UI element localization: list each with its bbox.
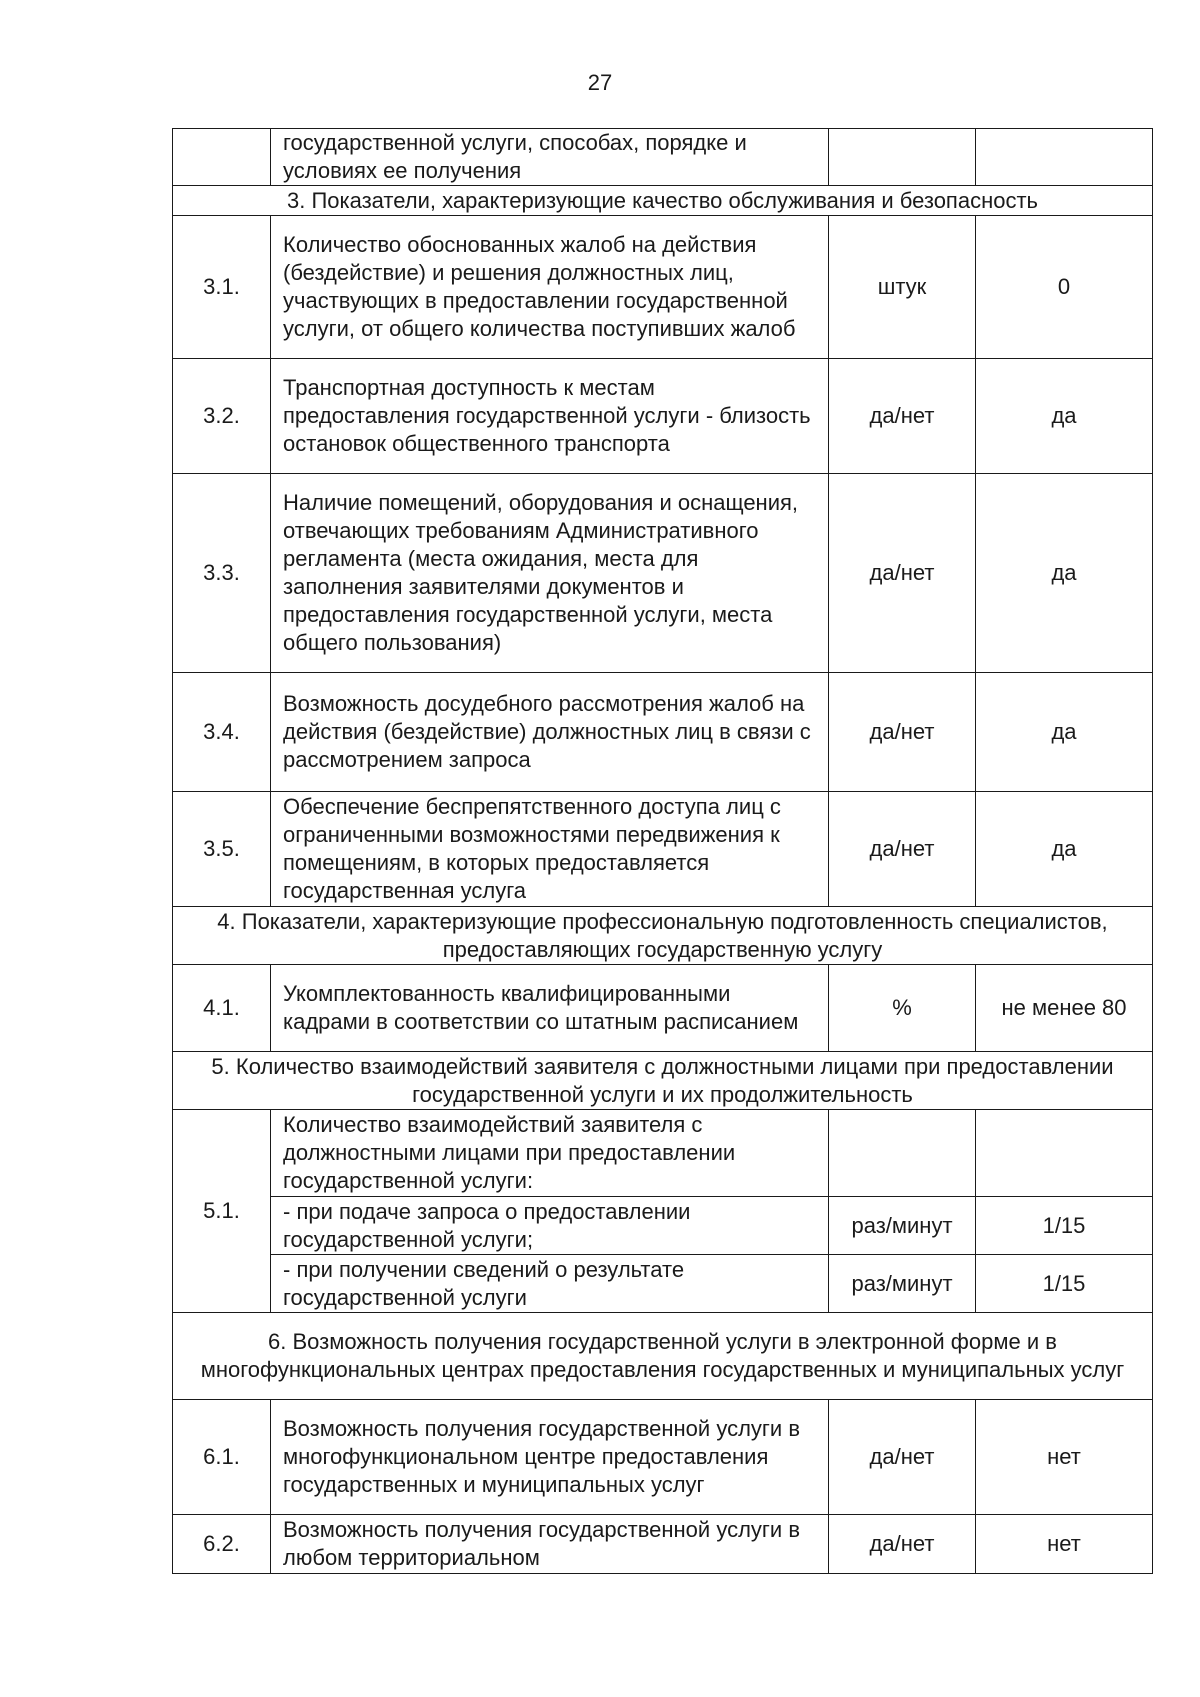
row-number: 6.2. <box>173 1515 271 1574</box>
section-header-row <box>173 1313 1153 1400</box>
row-unit: да/нет <box>829 359 976 474</box>
section-title-3: 3. Показатели, характеризующие качество обслуживания и безопасность <box>173 186 1153 216</box>
table-row <box>173 965 1153 1052</box>
row-value <box>976 129 1153 186</box>
subrow-unit: раз/минут <box>829 1255 976 1313</box>
subrow-unit: раз/минут <box>829 1197 976 1255</box>
row-unit: да/нет <box>829 792 976 907</box>
row-description: Обеспечение беспрепятственного доступа лиц с ограниченными возможностями передвижения к помещениям, в которых предоставляется государственная услуга <box>271 792 829 907</box>
row-value: нет <box>976 1515 1153 1574</box>
row-number: 3.2. <box>173 359 271 474</box>
subrow-description: - при получении сведений о результате государственной услуги <box>271 1255 829 1313</box>
row-number: 3.3. <box>173 474 271 673</box>
row-value <box>976 1110 1153 1197</box>
row-description: Возможность получения государственной услуги в любом территориальном <box>271 1515 829 1574</box>
row-number: 5.1. <box>173 1110 271 1313</box>
section-header-row <box>173 1052 1153 1110</box>
row-number-cell <box>173 129 271 186</box>
table-row <box>173 1515 1153 1574</box>
subrow-value: 1/15 <box>976 1255 1153 1313</box>
row-value: 0 <box>976 216 1153 359</box>
section-title-4: 4. Показатели, характеризующие профессиональную подготовленность специалистов, предоставляющих государственную услугу <box>173 907 1153 965</box>
table-row <box>173 474 1153 673</box>
row-number: 6.1. <box>173 1400 271 1515</box>
row-unit: да/нет <box>829 474 976 673</box>
row-value: нет <box>976 1400 1153 1515</box>
row-description: Возможность досудебного рассмотрения жалоб на действия (бездействие) должностных лиц в связи с рассмотрением запроса <box>271 673 829 792</box>
row-unit <box>829 129 976 186</box>
row-description: Количество взаимодействий заявителя с должностными лицами при предоставлении государственной услуги: <box>271 1110 829 1197</box>
row-unit: штук <box>829 216 976 359</box>
row-description: Укомплектованность квалифицированными кадрами в соответствии со штатным расписанием <box>271 965 829 1052</box>
row-value: да <box>976 792 1153 907</box>
table-row <box>173 359 1153 474</box>
row-unit: % <box>829 965 976 1052</box>
table-row <box>173 1400 1153 1515</box>
row-number: 3.1. <box>173 216 271 359</box>
table-subrow <box>173 1197 1153 1255</box>
indicators-table <box>172 128 1153 1574</box>
table-row <box>173 792 1153 907</box>
row-value: да <box>976 474 1153 673</box>
row-unit: да/нет <box>829 673 976 792</box>
row-description: Количество обоснованных жалоб на действия (бездействие) и решения должностных лиц, участвующих в предоставлении государственной услуги, от общего количества поступивших жалоб <box>271 216 829 359</box>
table-row <box>173 129 1153 186</box>
subrow-description: - при подаче запроса о предоставлении государственной услуги; <box>271 1197 829 1255</box>
row-description: Возможность получения государственной услуги в многофункциональном центре предоставления государственных и муниципальных услуг <box>271 1400 829 1515</box>
row-description: Транспортная доступность к местам предоставления государственной услуги - близость остановок общественного транспорта <box>271 359 829 474</box>
table-subrow <box>173 1255 1153 1313</box>
row-description: государственной услуги, способах, порядке и условиях ее получения <box>271 129 829 186</box>
row-value: не менее 80 <box>976 965 1153 1052</box>
section-title-5: 5. Количество взаимодействий заявителя с должностными лицами при предоставлении государственной услуги и их продолжительность <box>173 1052 1153 1110</box>
row-description: Наличие помещений, оборудования и оснащения, отвечающих требованиям Административного регламента (места ожидания, места для заполнения заявителями документов и предоставления государственной услуги, места общего пользования) <box>271 474 829 673</box>
table-row <box>173 673 1153 792</box>
section-header-row <box>173 186 1153 216</box>
table-row <box>173 1110 1153 1197</box>
row-value: да <box>976 673 1153 792</box>
row-unit: да/нет <box>829 1515 976 1574</box>
row-number: 4.1. <box>173 965 271 1052</box>
row-number: 3.4. <box>173 673 271 792</box>
row-number: 3.5. <box>173 792 271 907</box>
section-header-row <box>173 907 1153 965</box>
table-row <box>173 216 1153 359</box>
subrow-value: 1/15 <box>976 1197 1153 1255</box>
row-unit: да/нет <box>829 1400 976 1515</box>
page-number: 27 <box>587 70 613 95</box>
row-unit <box>829 1110 976 1197</box>
section-title-6: 6. Возможность получения государственной услуги в электронной форме и в многофункциональных центрах предоставления государственных и муниципальных услуг <box>173 1313 1153 1400</box>
row-value: да <box>976 359 1153 474</box>
